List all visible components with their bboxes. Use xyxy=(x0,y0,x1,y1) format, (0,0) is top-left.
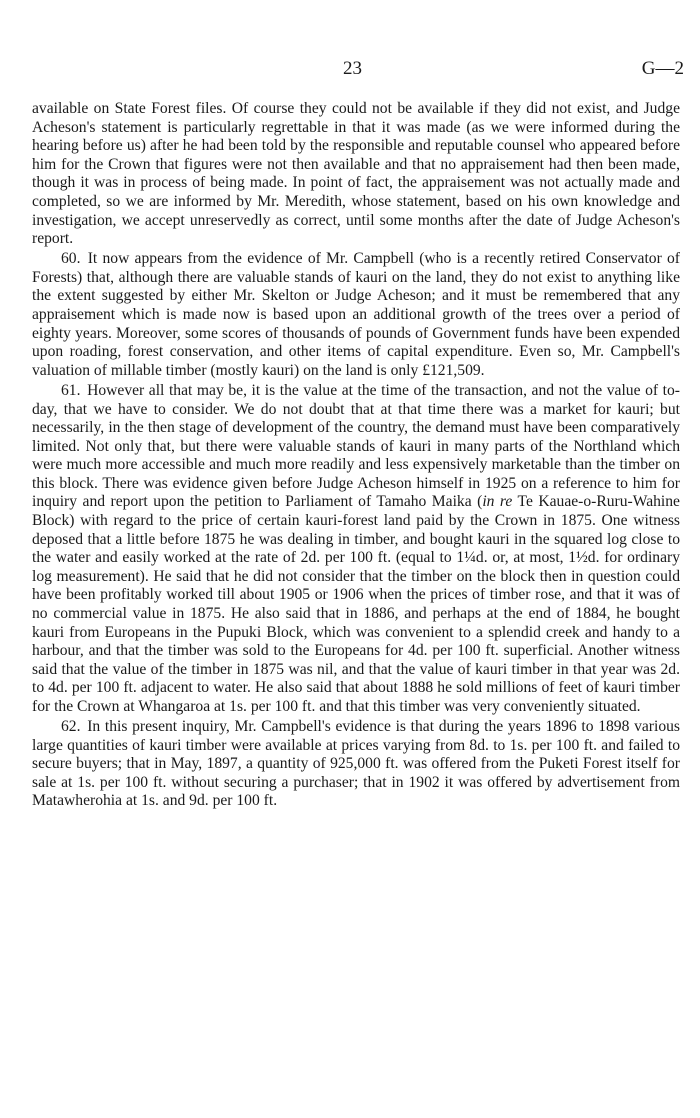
paragraph-continued xyxy=(32,100,680,249)
paragraph-number: 60. xyxy=(61,250,81,268)
page-number: 23 xyxy=(343,58,362,79)
paragraph-text-part: Te Kauae-o-Ruru-Wahine Block) with regard to the price of certain kauri-forest land paid by the Crown in 1875. One witness deposed that a little before 1875 he was dealing in timber, and bought kauri in the squared log close to the water and easily worked at the rate of 2d. per 100 ft. (equal to 1¼d. or, at most, 1½d. for ordinary log measurement). He said that he did not consider that the timber on the block then in question could have been profitably worked till about 1905 or 1906 when the prices of timber rose, and that it was of no commercial value in 1875. He also said that in 1886, and perhaps at the end of 1884, he bought kauri from Europeans in the Pupuki Block, which was convenient to a splendid creek and handy to a harbour, and that the timber was sold to the Europeans for 4d. per 100 ft. superficial. Another witness said that the value of the timber in 1875 was nil, and that the value of kauri timber in that year was 2d. to 4d. per 100 ft. adjacent to water. He also said that about 1888 he sold millions of feet of kauri timber for the Crown at Whangaroa at 1s. per 100 ft. and that this timber was very conveniently situated. xyxy=(32,493,680,715)
paragraph-62 xyxy=(32,718,680,811)
paragraph-60 xyxy=(32,250,680,380)
italic-phrase: in re xyxy=(482,493,513,511)
paragraph-text: available on State Forest files. Of course they could not be available if they did not exist, and Judge Acheson's statement is particularly regrettable in that it was made (as we were informed during the hearing before us) after he had been told by the responsible and reputable counsel who appeared before him for the Crown that figures were not then available and that no appraisement had then been made, though it was in process of being made. In point of fact, the appraisement was not actually made and completed, so we are informed by Mr. Meredith, whose statement, based on his own knowledge and investigation, we accept unreservedly as correct, until some months after the date of Judge Acheson's report. xyxy=(32,100,680,248)
paragraph-text: In this present inquiry, Mr. Campbell's evidence is that during the years 1896 to 1898 various large quantities of kauri timber were available at prices varying from 8d. to 1s. per 100 ft. and failed to secure buyers; that in May, 1897, a quantity of 925,000 ft. was offered from the Puketi Forest itself for sale at 1s. per 100 ft. without securing a purchaser; that in 1902 it was offered by advertisement from Matawherohia at 1s. and 9d. per 100 ft. xyxy=(32,718,680,810)
document-reference: G—2 xyxy=(641,58,684,79)
paragraph-61 xyxy=(32,382,680,717)
paragraph-number: 62. xyxy=(61,718,81,736)
paragraph-text: It now appears from the evidence of Mr. Campbell (who is a recently retired Conservator of Forests) that, although there are valuable stands of kauri on the land, they do not exist to anything like the extent suggested by either Mr. Skelton or Judge Acheson; and it must be remembered that any appraisement which is made now is based upon an additional growth of the trees over a period of eighty years. Moreover, some scores of thousands of pounds of Government funds have been expended upon roading, forest conservation, and other items of capital expenditure. Even so, Mr. Campbell's valuation of millable timber (mostly kauri) on the land is only £121,509. xyxy=(32,250,680,379)
page-header xyxy=(0,58,700,82)
document-body xyxy=(32,100,680,813)
paragraph-number: 61. xyxy=(61,381,81,399)
paragraph-text-part: However all that may be, it is the value at the time of the transaction, and not the value of to-day, that we have to consider. We do not doubt that at that time there was a market for kauri; but necessarily, in the then stage of development of the country, the demand must have been comparatively limited. Not only that, but there were valuable stands of kauri in many parts of the Northland which were much more accessible and much more readily and less expensively marketable than the timber on this block. There was evidence given before Judge Acheson himself in 1925 on a reference to him for inquiry and report upon the petition to Parliament of Tamaho Maika ( xyxy=(32,381,680,511)
